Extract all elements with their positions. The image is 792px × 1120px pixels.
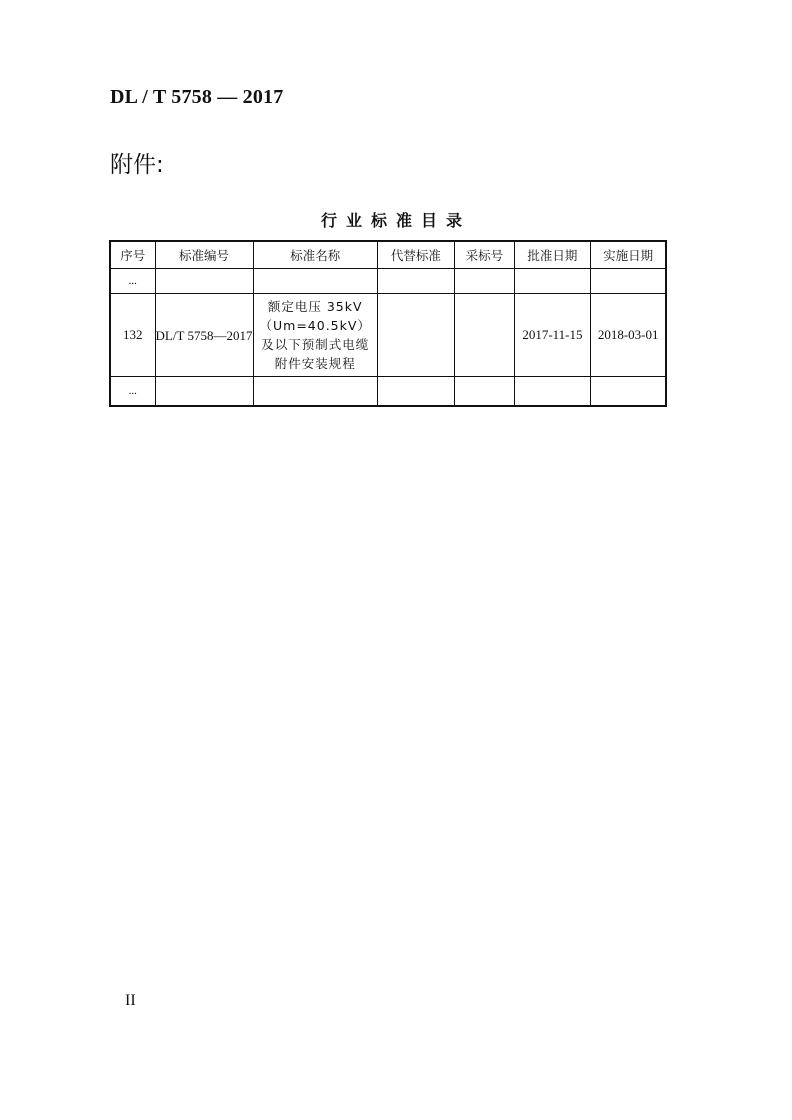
column-header: 标准名称 [253,241,377,269]
table-header-row [110,241,666,269]
seq-cell: 132 [110,294,155,377]
effective-date-cell [590,269,666,294]
column-header: 代替标准 [377,241,454,269]
name-cell: 额定电压 35kV（Um=40.5kV）及以下预制式电缆附件安装规程 [253,294,377,377]
seq-cell: ... [110,377,155,407]
column-header: 序号 [110,241,155,269]
effective-date-cell [590,377,666,407]
column-header: 采标号 [454,241,514,269]
approved-date-cell: 2017-11-15 [514,294,590,377]
page-number: II [125,992,136,1009]
standards-catalog-table [109,240,667,407]
adoption-cell [454,269,514,294]
column-header: 标准编号 [155,241,253,269]
column-header: 实施日期 [590,241,666,269]
replaces-cell [377,294,454,377]
approved-date-cell [514,377,590,407]
replaces-cell [377,377,454,407]
code-cell [155,269,253,294]
adoption-cell [454,294,514,377]
adoption-cell [454,377,514,407]
column-header: 批准日期 [514,241,590,269]
document-code: DL / T 5758 — 2017 [110,86,284,108]
seq-cell: ... [110,269,155,294]
table-row [110,377,666,407]
approved-date-cell [514,269,590,294]
attachment-label: 附件: [110,152,164,178]
code-cell [155,377,253,407]
table-row [110,269,666,294]
name-cell [253,269,377,294]
name-cell [253,377,377,407]
replaces-cell [377,269,454,294]
table-row [110,294,666,377]
table-title: 行业标准目录 [320,211,471,230]
code-cell: DL/T 5758—2017 [155,294,253,377]
effective-date-cell: 2018-03-01 [590,294,666,377]
